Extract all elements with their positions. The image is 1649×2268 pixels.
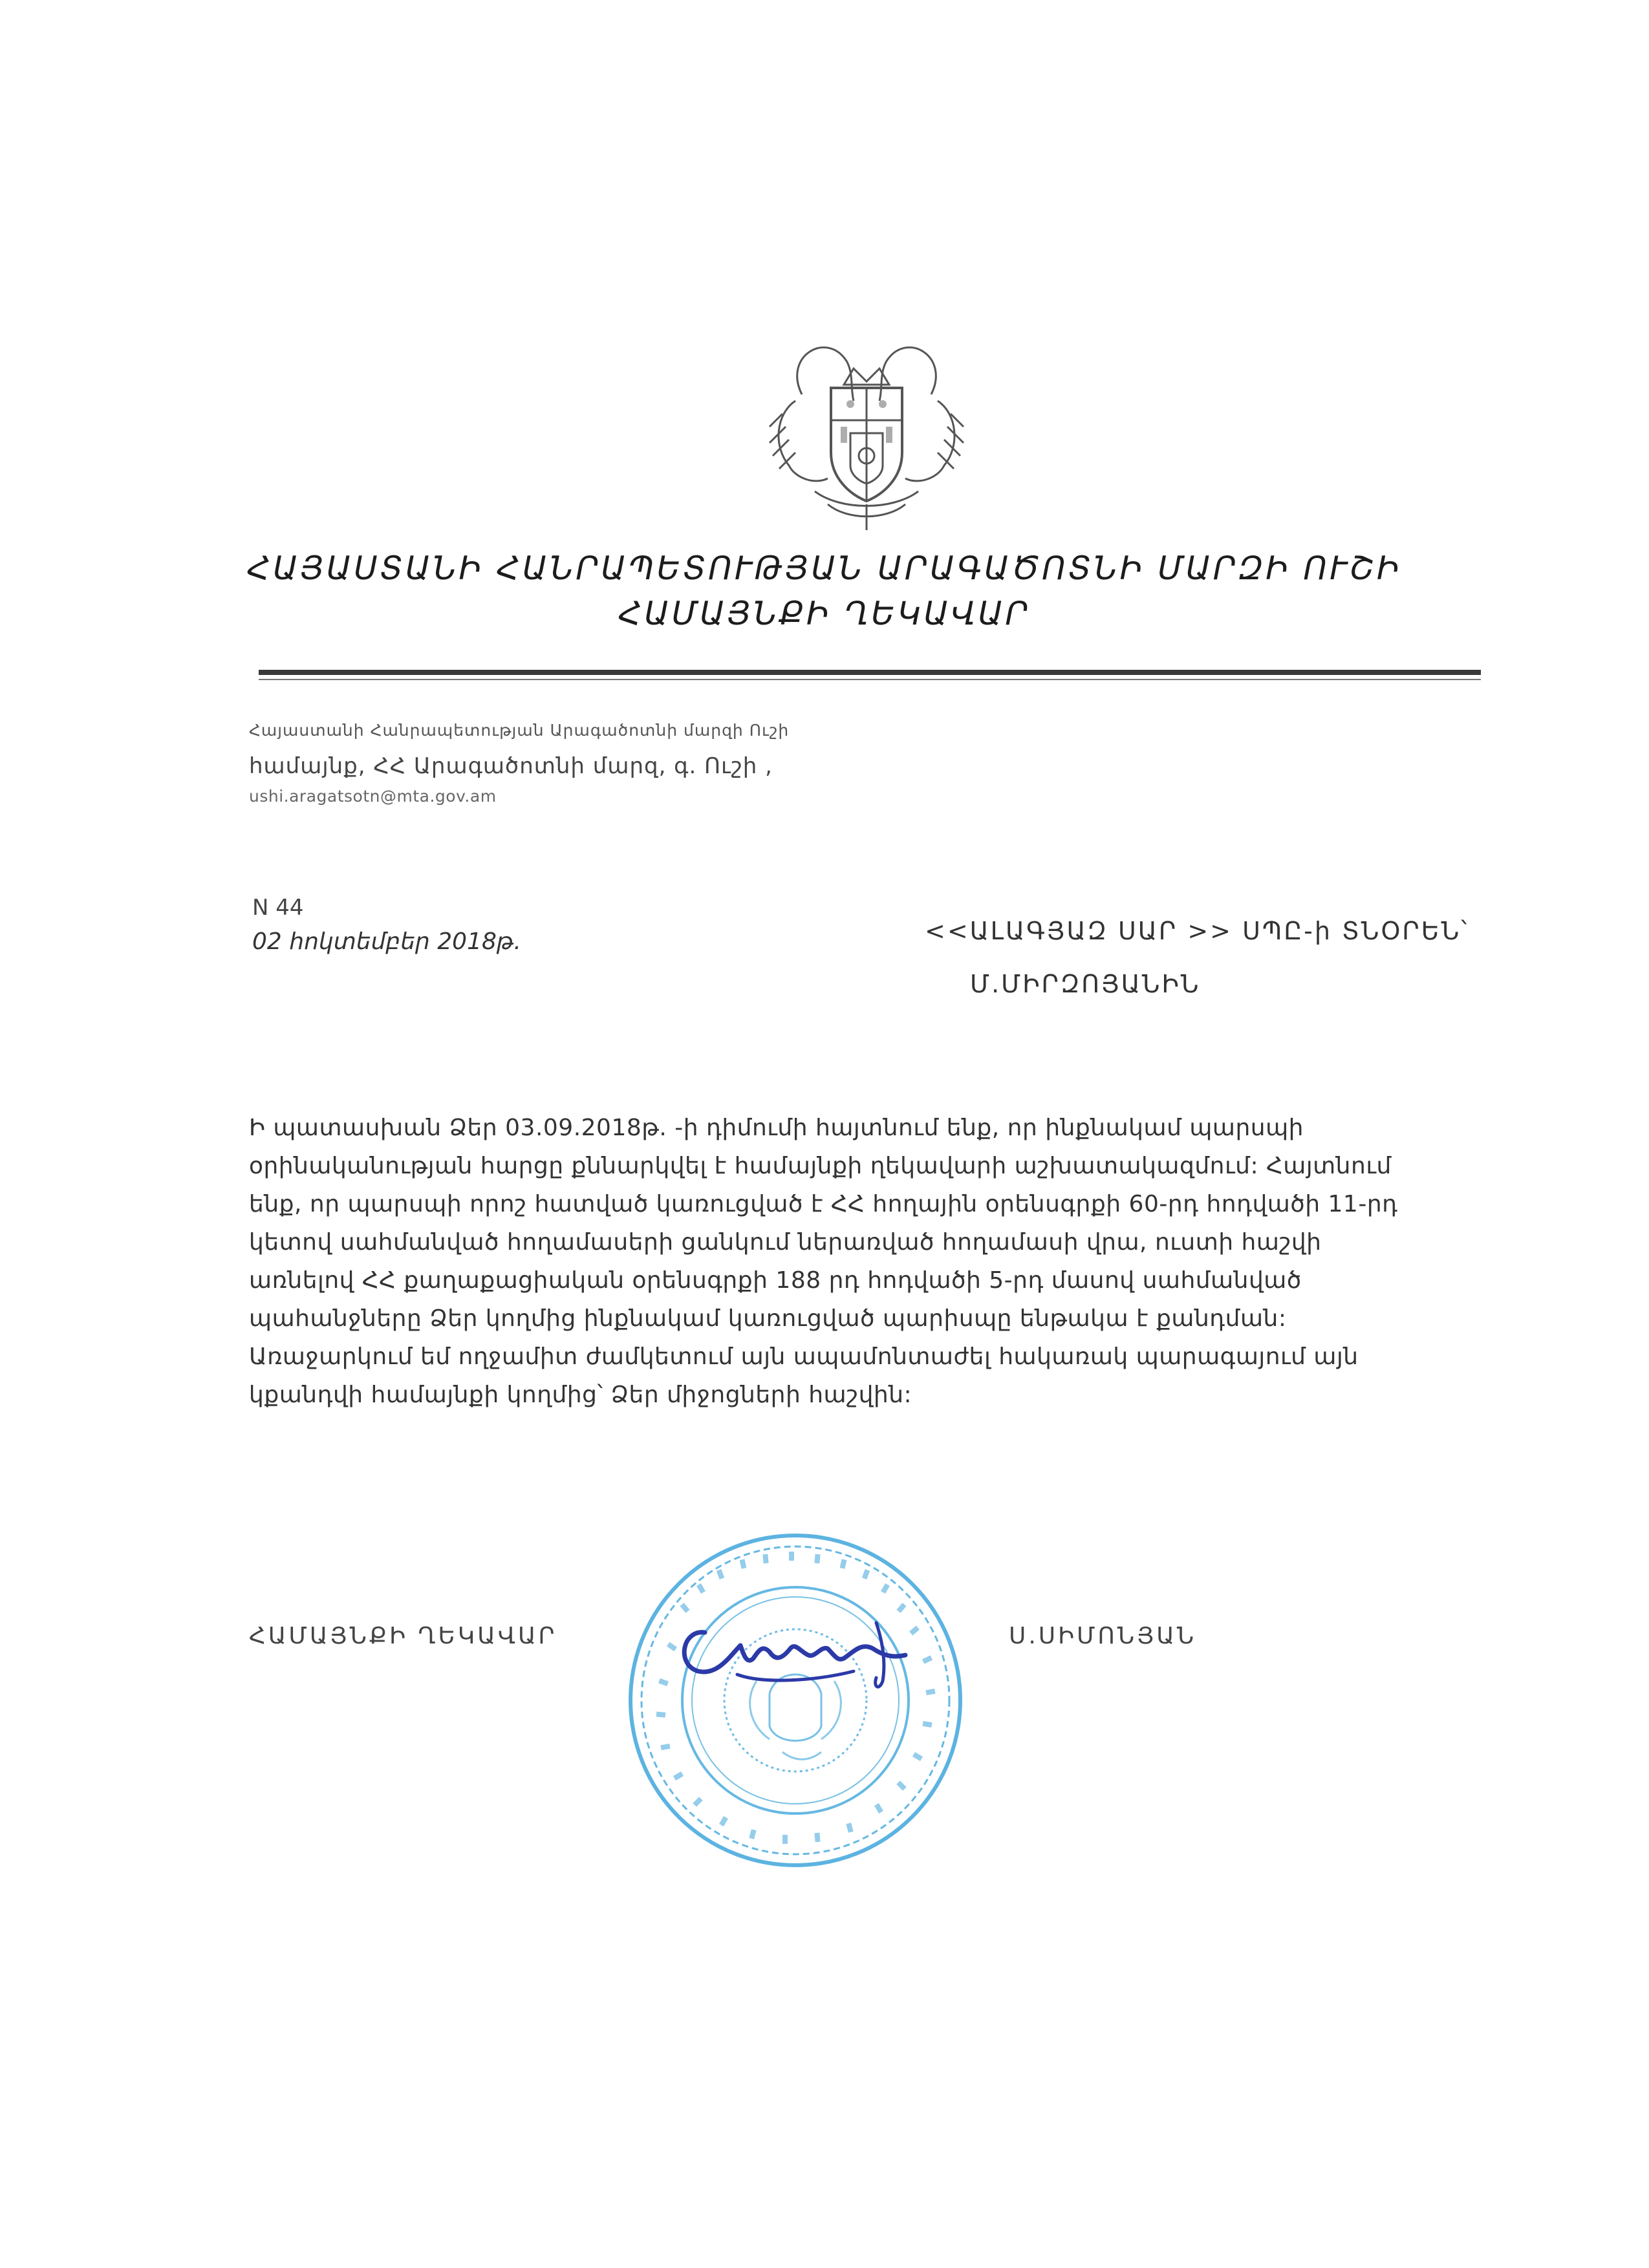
recipient-name: Մ.ՄԻՐԶՈՅԱՆԻՆ <box>970 970 1201 998</box>
header-divider <box>259 670 1481 675</box>
body-line: ենք, որ պարսպի որոշ հատված կառուցված է ՀՀ հողային օրենսգրքի 60-րդ հոդվածի 11-րդ <box>249 1191 1398 1217</box>
sender-email: ushi.aragatsotn@mta.gov.am <box>249 787 497 806</box>
signatory-name: Ս.ՍԻՄՈՆՅԱՆ <box>1009 1623 1197 1649</box>
sender-address-line1: Հայաստանի Հանրապետության Արագածոտնի մարզի Ուշի <box>249 721 790 740</box>
letter-body <box>249 1109 1478 1414</box>
signatory-title: ՀԱՄԱՅՆՔԻ ՂԵԿԱՎԱՐ <box>249 1623 557 1649</box>
body-line: Ի պատասխան Ձեր 03.09.2018թ. -ի դիմումի հայտնում ենք, որ ինքնակամ պարսպի <box>249 1115 1304 1141</box>
coat-of-arms-emblem <box>757 317 976 537</box>
header-title-line2: ՀԱՄԱՅՆՔԻ ՂԵԿԱՎԱՐ <box>618 595 1031 632</box>
document-number: N 44 <box>252 895 304 921</box>
body-line: Առաջարկում եմ ողջամիտ ժամկետում այն ապամոնտաժել հակառակ պարագայում այն <box>249 1343 1359 1370</box>
body-line: պահանջները Ձեր կողմից ինքնակամ կառուցված պարիսպը ենթակա է քանդման: <box>249 1305 1287 1332</box>
body-line: կետով սահմանված հողամասերի ցանկում ներառված հողամասի վրա, ուստի հաշվի <box>249 1229 1322 1256</box>
recipient-title: <<ԱԼԱԳՅԱԶ ՍԱՐ >> ՍՊԸ-ի ՏՆՕՐԵՆ՝ <box>925 917 1469 945</box>
sender-address-line2: համայնք, ՀՀ Արագածոտնի մարզ, գ. Ուշի , <box>249 753 773 779</box>
body-line: առնելով ՀՀ քաղաքացիական օրենսգրքի 188 րդ հոդվածի 5-րդ մասով սահմանված <box>249 1267 1302 1294</box>
handwritten-signature <box>684 1632 905 1672</box>
body-line: կքանդվի համայնքի կողմից՝ Ձեր միջոցների հաշվին: <box>249 1382 912 1408</box>
body-line: օրինականության հարցը քննարկվել է համայնքի ղեկավարի աշխատակազմում: Հայտնում <box>249 1153 1392 1179</box>
header-title-line1: ՀԱՅԱՍՏԱՆԻ ՀԱՆՐԱՊԵՏՈՒԹՅԱՆ ԱՐԱԳԱԾՈՏՆԻ ՄԱՐԶԻ ՈՒՇԻ <box>247 550 1402 587</box>
header-divider-thin <box>259 679 1481 680</box>
document-date: 02 հոկտեմբեր 2018թ. <box>252 928 521 955</box>
official-seal <box>621 1526 970 1875</box>
